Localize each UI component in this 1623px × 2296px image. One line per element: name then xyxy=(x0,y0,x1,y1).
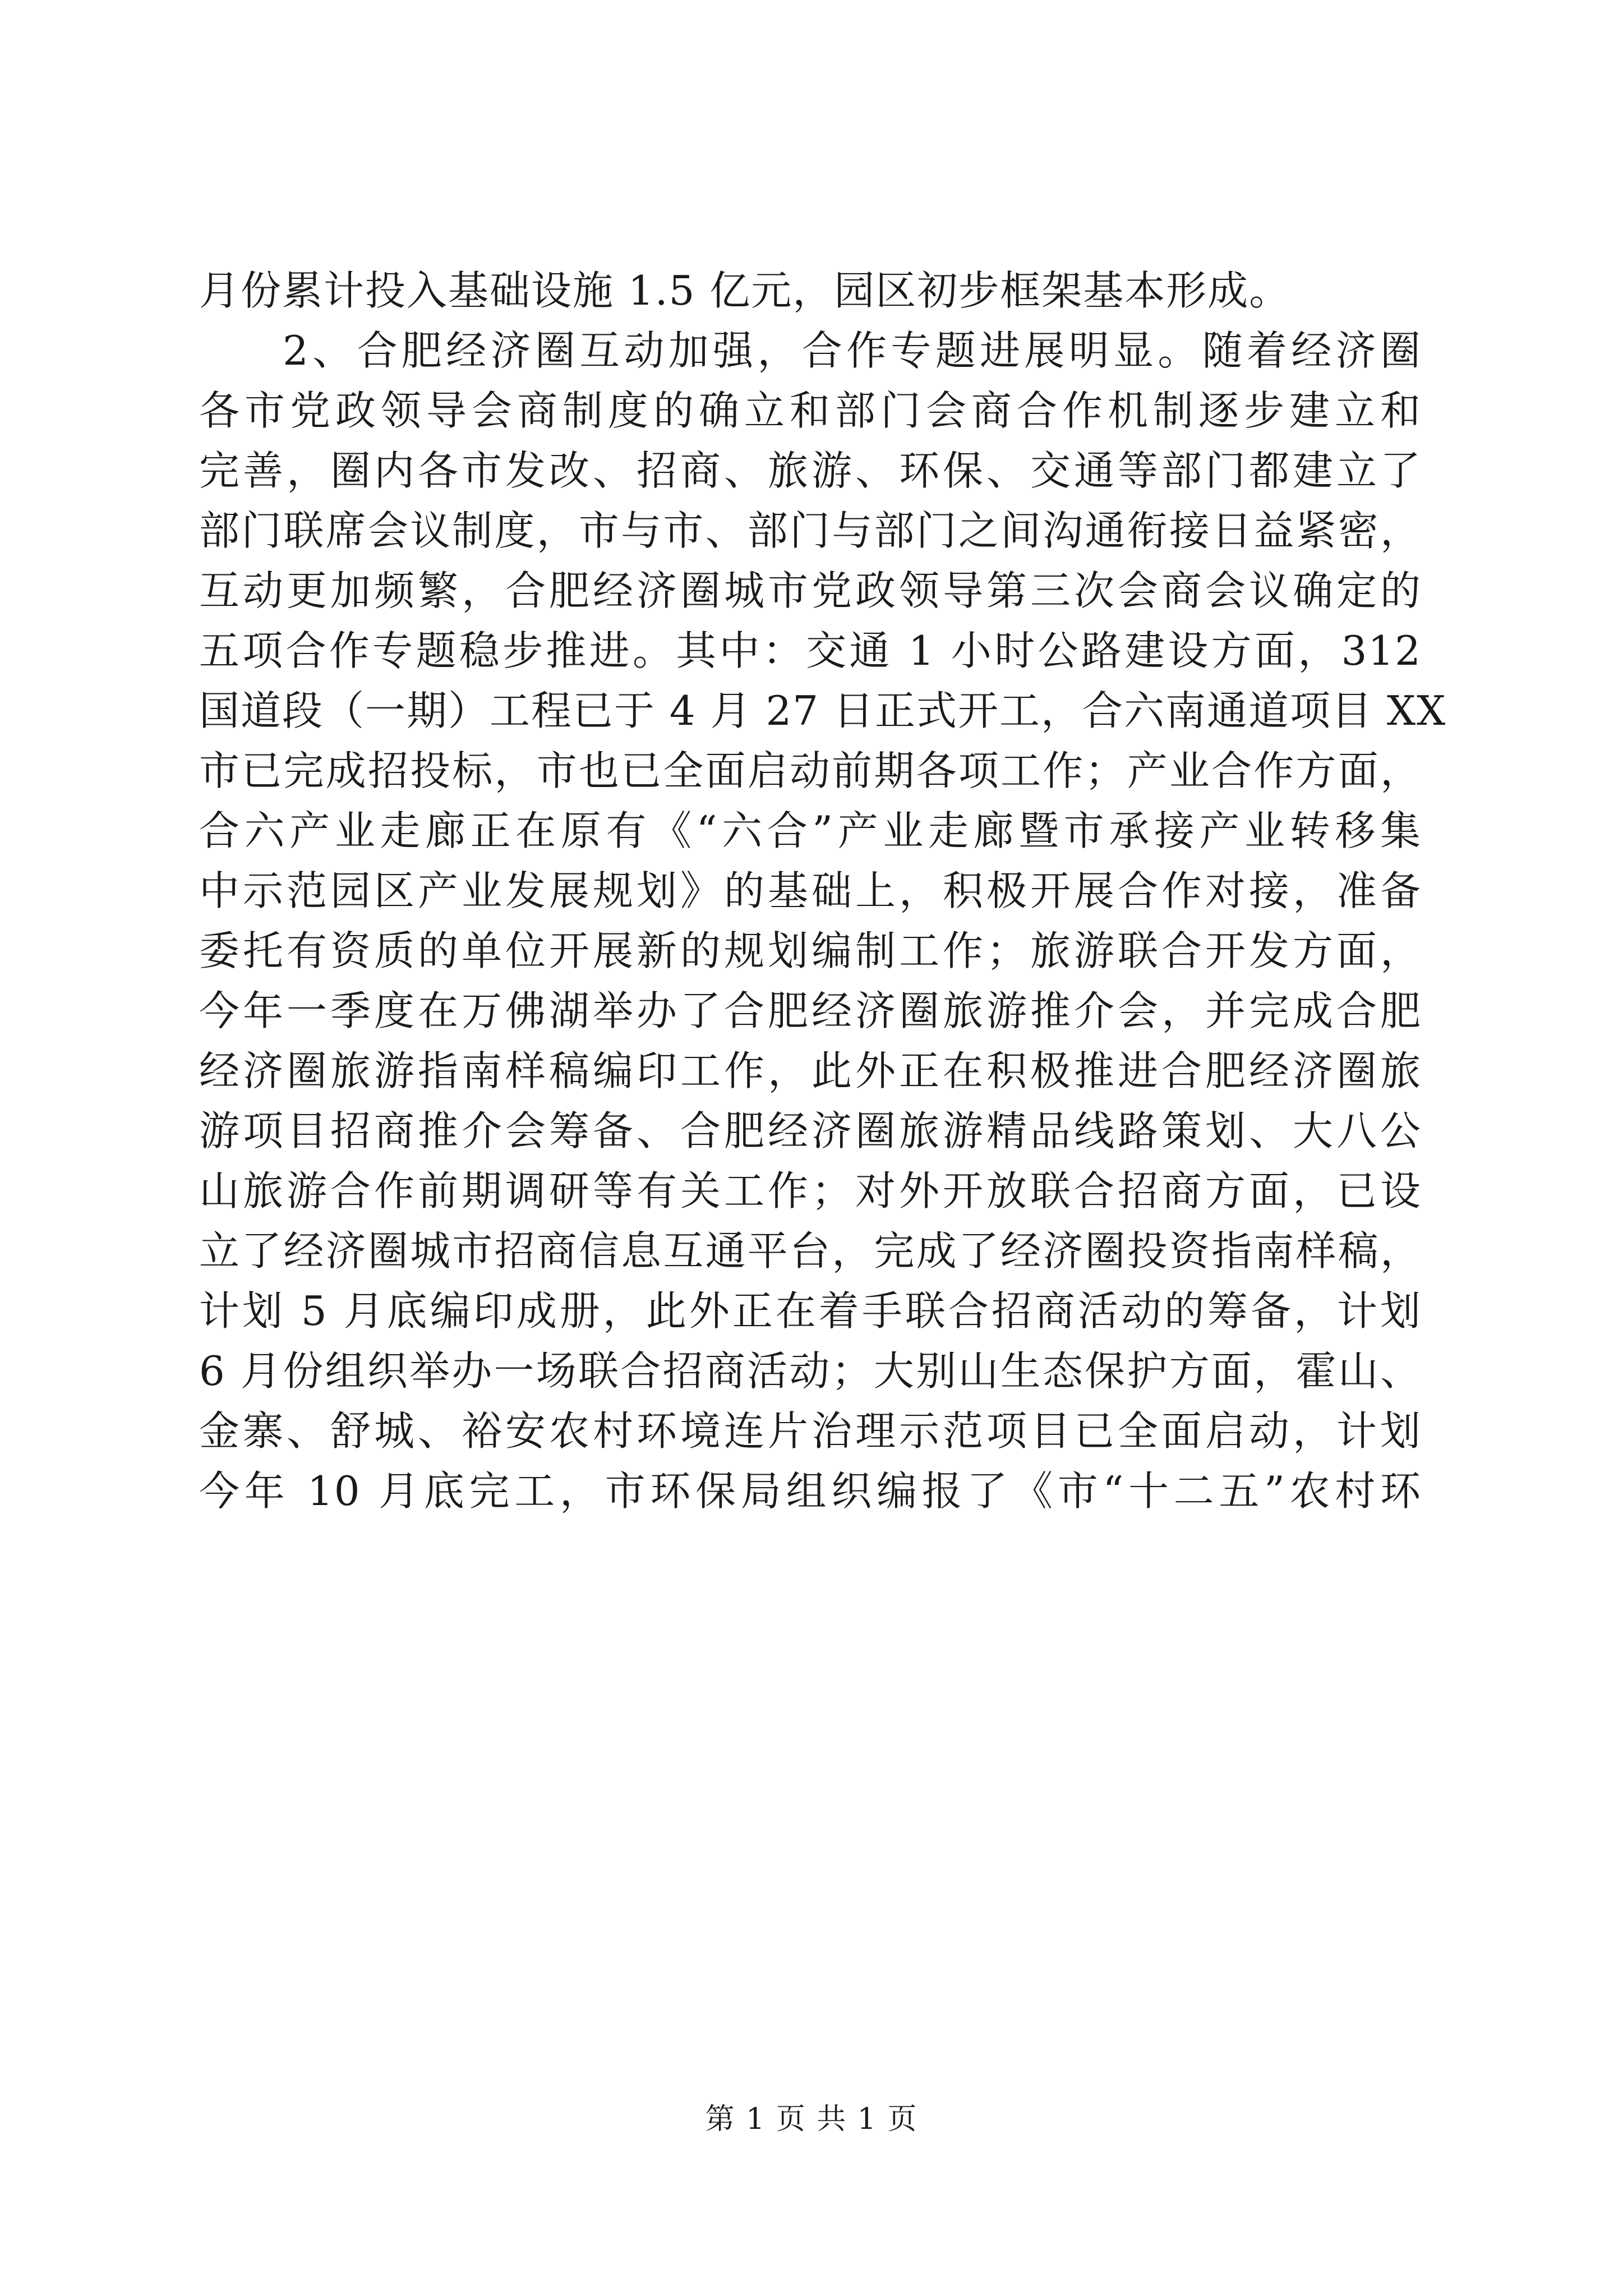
text-line: 立了经济圈城市招商信息互通平台，完成了经济圈投资指南样稿， xyxy=(199,1227,1422,1274)
text-line: 各市党政领导会商制度的确立和部门会商合作机制逐步建立和 xyxy=(199,387,1422,434)
text-line: 国道段（一期）工程已于 4 月 27 日正式开工，合六南通道项目 XX xyxy=(199,687,1447,734)
text-line: 游项目招商推介会筹备、合肥经济圈旅游精品线路策划、大八公 xyxy=(199,1107,1422,1154)
body-text xyxy=(199,261,1447,1521)
text-line: 完善，圈内各市发改、招商、旅游、环保、交通等部门都建立了 xyxy=(199,447,1422,494)
text-line: 经济圈旅游指南样稿编印工作，此外正在积极推进合肥经济圈旅 xyxy=(199,1047,1422,1094)
text-line: 2、合肥经济圈互动加强，合作专题进展明显。随着经济圈 xyxy=(283,327,1422,374)
text-line: 今年 10 月底完工，市环保局组织编报了《市“十二五”农村环 xyxy=(199,1467,1422,1515)
text-line: 计划 5 月底编印成册，此外正在着手联合招商活动的筹备，计划 xyxy=(199,1287,1422,1335)
text-line: 合六产业走廊正在原有《“六合”产业走廊暨市承接产业转移集 xyxy=(199,807,1422,854)
text-line: 市已完成招投标，市也已全面启动前期各项工作；产业合作方面， xyxy=(199,747,1422,794)
text-line: 部门联席会议制度，市与市、部门与部门之间沟通衔接日益紧密， xyxy=(199,507,1422,554)
text-line: 委托有资质的单位开展新的规划编制工作；旅游联合开发方面， xyxy=(199,927,1422,974)
text-line: 6 月份组织举办一场联合招商活动；大别山生态保护方面，霍山、 xyxy=(199,1347,1422,1395)
text-line: 金寨、舒城、裕安农村环境连片治理示范项目已全面启动，计划 xyxy=(199,1407,1422,1455)
page-footer: 第 1 页 共 1 页 xyxy=(705,2102,918,2136)
text-line: 五项合作专题稳步推进。其中：交通 1 小时公路建设方面，312 xyxy=(199,627,1422,674)
text-line: 月份累计投入基础设施 1.5 亿元，园区初步框架基本形成。 xyxy=(199,267,1291,314)
text-line: 中示范园区产业发展规划》的基础上，积极开展合作对接，准备 xyxy=(199,867,1422,914)
text-line: 山旅游合作前期调研等有关工作；对外开放联合招商方面，已设 xyxy=(199,1167,1422,1214)
text-line: 互动更加频繁，合肥经济圈城市党政领导第三次会商会议确定的 xyxy=(199,567,1422,614)
text-line: 今年一季度在万佛湖举办了合肥经济圈旅游推介会，并完成合肥 xyxy=(199,987,1422,1034)
